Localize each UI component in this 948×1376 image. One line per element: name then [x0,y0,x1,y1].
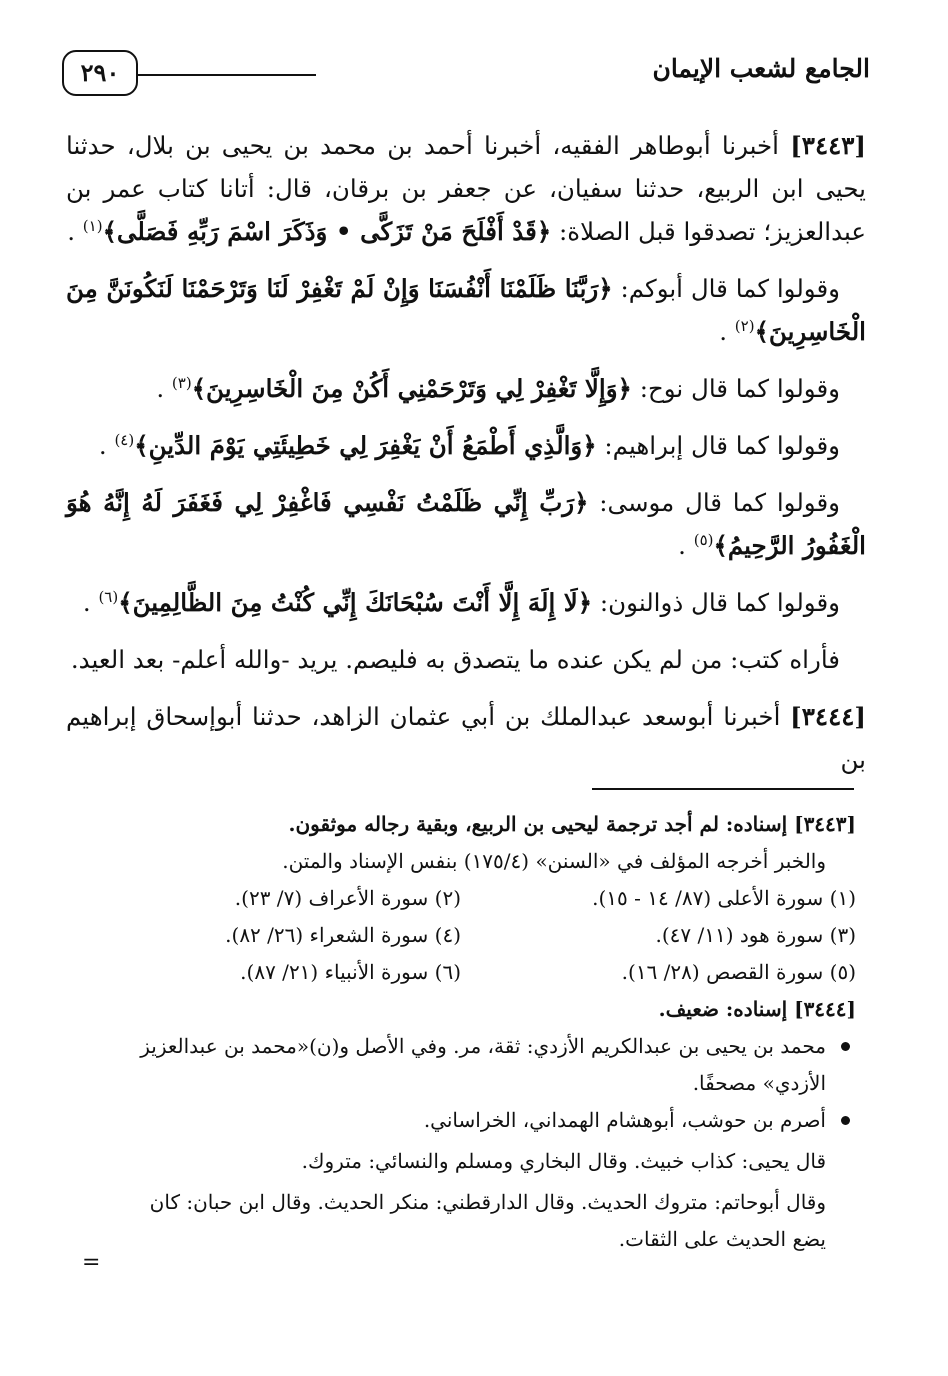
footnote-separator [592,788,854,790]
footnote-ref: (٦) [98,587,119,606]
surah-references-row [66,954,856,991]
intro-text: وقولوا كما قال أبوكم: [620,274,840,303]
nuh-paragraph [66,367,866,410]
surah-reference: (٦) سورة الأنبياء (٢١/ ٨٧). [240,960,461,984]
narrator-line: أصرم بن حوشب، أبوهشام الهمداني، الخراساني. [423,1108,826,1132]
footnote-3443-isnad: [٣٤٤٣] إسناده: لم أجد ترجمة ليحيى بن الربيع، وبقية رجاله موثقون. [288,812,856,836]
footnote-3443-khabar: والخبر أخرجه المؤلف في «السنن» (١٧٥/٤) بنفس الإسناد والمتن. [282,849,826,873]
footnote-ref: (٤) [114,430,135,449]
quran-verse: ﴿رَبَّنَا ظَلَمْنَا أَنْفُسَنَا وَإِنْ لَمْ تَغْفِرْ لَنَا وَتَرْحَمْنَا لَنَكُونَنَّ مِنَ الْخَاسِرِينَ﴾ [66,274,866,346]
quran-verse: ﴿وَإِلَّا تَغْفِرْ لِي وَتَرْحَمْنِي أَكُنْ مِنَ الْخَاسِرِينَ﴾ [191,374,632,403]
quran-verse: ﴿قَدْ أَفْلَحَ مَنْ تَزَكَّى • وَذَكَرَ اسْمَ رَبِّهِ فَصَلَّى﴾ [102,217,552,246]
hadith-3444 [66,695,866,781]
surah-reference: (١) سورة الأعلى (٨٧/ ١٤ - ١٥). [592,886,856,910]
surah-reference: (٢) سورة الأعراف (٧/ ٢٣). [234,886,461,910]
sentence-end: . [98,431,107,460]
intro-text: وقولوا كما قال موسى: [599,488,840,517]
continuation-mark: = [82,1250,101,1275]
hadith-number: [٣٤٤٤] [790,702,866,731]
intro-text: وقولوا كما قال إبراهيم: [604,431,840,460]
main-text [66,124,866,795]
isnad-text: أخبرنا أبوسعد عبدالملك بن أبي عثمان الزاهد، حدثنا أبوإسحاق إبراهيم بن [66,702,866,774]
surah-reference: (٣) سورة هود (١١/ ٤٧). [655,923,856,947]
hadith-3443 [66,124,866,253]
sentence-end: . [82,588,91,617]
intro-text: وقولوا كما قال نوح: [639,374,840,403]
ibrahim-paragraph [66,424,866,467]
footnote-3444-isnad: [٣٤٤٤] إسناده: ضعيف. [658,997,856,1021]
statement-line: يضع الحديث على الثقات. [618,1227,826,1251]
narrator-bullet [66,1102,856,1139]
hadith-number: [٣٤٤٣] [790,131,867,160]
page-number: ٢٩٠ [62,50,138,96]
surah-references-row [66,917,856,954]
narrator-line: الأزدي» مصحفًا. [692,1071,826,1095]
narrator-line: محمد بن يحيى بن عبدالكريم الأزدي: ثقة، مر. وفي الأصل و(ن)«محمد بن عبدالعزيز [140,1034,826,1058]
yahya-statement: قال يحيى: كذاب خبيث. وقال البخاري ومسلم والنسائي: متروك. [301,1149,826,1173]
footnote-ref: (٢) [734,316,755,335]
book-title: الجامع لشعب الإيمان [652,54,870,83]
abuhatim-statement [66,1184,856,1258]
sentence-end: . [678,531,686,560]
quran-verse: ﴿رَبِّ إِنِّي ظَلَمْتُ نَفْسِي فَاغْفِرْ لِي فَغَفَرَ لَهُ إِنَّهُ هُوَ الْغَفُورُ الرَّحِيمُ﴾ [66,488,866,560]
surah-reference: (٥) سورة القصص (٢٨/ ١٦). [621,960,856,984]
abukum-paragraph [66,267,866,353]
faraah-paragraph: فأراه كتب: من لم يكن عنده ما يتصدق به فليصم. يريد -والله أعلم- بعد العيد. [70,645,840,674]
narrator-bullet [66,1028,856,1102]
footnotes [66,806,856,1258]
intro-text: وقولوا كما قال ذوالنون: [599,588,840,617]
surah-reference: (٤) سورة الشعراء (٢٦/ ٨٢). [225,923,461,947]
surah-references-row [66,880,856,917]
page-header [62,48,870,100]
footnote-ref: (٣) [171,373,192,392]
footnote-ref: (١) [82,216,103,235]
bullet-icon [841,1116,850,1125]
musa-paragraph [66,481,866,567]
dhunnun-paragraph [66,581,866,624]
statement-line: وقال أبوحاتم: متروك الحديث. وقال الدارقطني: منكر الحديث. وقال ابن حبان: كان [149,1190,826,1214]
header-rule [138,74,316,76]
sentence-end: . [67,217,75,246]
footnote-ref: (٥) [693,530,714,549]
bullet-icon [841,1042,850,1051]
sentence-end: . [719,317,727,346]
quran-verse: ﴿لَا إِلَهَ إِلَّا أَنْتَ سُبْحَانَكَ إِنِّي كُنْتُ مِنَ الظَّالِمِينَ﴾ [118,588,593,617]
sentence-end: . [156,374,165,403]
isnad-text: أخبرنا أبوطاهر الفقيه، أخبرنا أحمد بن محمد بن يحيى بن بلال، حدثنا يحيى ابن الربيع، حدثنا سفيان، عن جعفر بن برقان، قال: أتانا كتاب عمر بن عبدالعزيز؛ تصدقوا قبل الصلاة: [66,131,866,246]
quran-verse: ﴿وَالَّذِي أَطْمَعُ أَنْ يَغْفِرَ لِي خَطِيئَتِي يَوْمَ الدِّينِ﴾ [134,431,597,460]
